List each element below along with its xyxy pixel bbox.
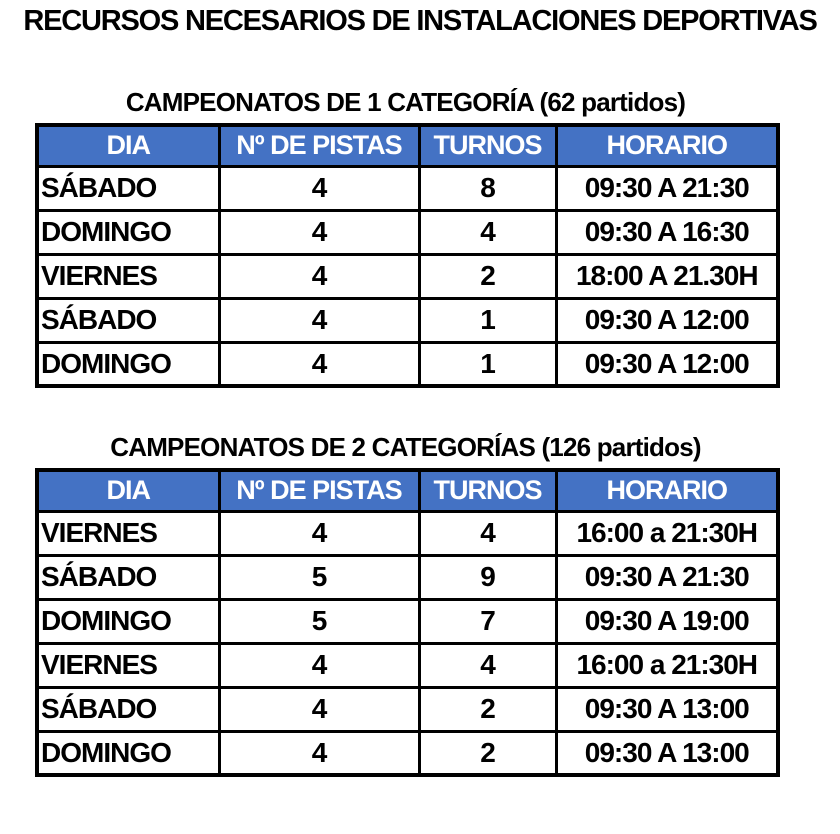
table-cell: 4: [219, 731, 419, 775]
table-cell: 4: [419, 643, 556, 687]
section-title-campeonato-1: CAMPEONATOS DE 1 CATEGORÍA (62 partidos): [125, 87, 686, 117]
table-cell: 4: [219, 643, 419, 687]
table-row: [37, 342, 778, 386]
table-cell: 16:00 a 21:30H: [556, 643, 778, 687]
table-cell: 09:30 A 19:00: [556, 599, 778, 643]
table-cell: 9: [419, 555, 556, 599]
table-cell: 4: [419, 210, 556, 254]
section-campeonato-2: [35, 432, 776, 777]
table-row: [37, 298, 778, 342]
table-cell: 1: [419, 342, 556, 386]
table-cell: 4: [419, 511, 556, 555]
table-cell: 16:00 a 21:30H: [556, 511, 778, 555]
table-row: [37, 210, 778, 254]
table-row: [37, 555, 778, 599]
header-row: [37, 470, 778, 511]
table-cell: 4: [219, 210, 419, 254]
table-row: [37, 166, 778, 210]
table-cell: 4: [219, 342, 419, 386]
schedule-table-campeonato-2: [35, 468, 780, 777]
table-row: [37, 643, 778, 687]
table-cell: 1: [419, 298, 556, 342]
table-row: [37, 599, 778, 643]
table-cell: DOMINGO: [37, 731, 219, 775]
table-cell: 4: [219, 298, 419, 342]
table-cell: VIERNES: [37, 511, 219, 555]
column-header: HORARIO: [556, 470, 778, 511]
table-cell: SÁBADO: [37, 687, 219, 731]
table-cell: 5: [219, 599, 419, 643]
table-cell: 4: [219, 254, 419, 298]
table-cell: 2: [419, 687, 556, 731]
column-header: Nº DE PISTAS: [219, 125, 419, 166]
table-row: [37, 687, 778, 731]
table-cell: 09:30 A 21:30: [556, 555, 778, 599]
table-cell: DOMINGO: [37, 342, 219, 386]
table-cell: 4: [219, 687, 419, 731]
table-cell: 09:30 A 12:00: [556, 298, 778, 342]
table-cell: SÁBADO: [37, 298, 219, 342]
header-row: [37, 125, 778, 166]
table-cell: 8: [419, 166, 556, 210]
table-cell: SÁBADO: [37, 555, 219, 599]
section-title-campeonato-2: CAMPEONATOS DE 2 CATEGORÍAS (126 partidos): [110, 432, 701, 462]
table-cell: DOMINGO: [37, 210, 219, 254]
table-cell: 18:00 A 21.30H: [556, 254, 778, 298]
table-row: [37, 511, 778, 555]
table-cell: 09:30 A 13:00: [556, 687, 778, 731]
column-header: DIA: [37, 125, 219, 166]
page-title: RECURSOS NECESARIOS DE INSTALACIONES DEPORTIVAS: [23, 5, 817, 37]
table-cell: 5: [219, 555, 419, 599]
column-header: TURNOS: [419, 470, 556, 511]
table-row: [37, 731, 778, 775]
table-cell: 09:30 A 21:30: [556, 166, 778, 210]
table-cell: 2: [419, 254, 556, 298]
table-cell: 7: [419, 599, 556, 643]
column-header: HORARIO: [556, 125, 778, 166]
table-cell: 2: [419, 731, 556, 775]
table-cell: 09:30 A 16:30: [556, 210, 778, 254]
section-campeonato-1: [35, 87, 776, 388]
schedule-table-campeonato-1: [35, 123, 780, 388]
column-header: DIA: [37, 470, 219, 511]
table-cell: 4: [219, 511, 419, 555]
column-header: TURNOS: [419, 125, 556, 166]
table-cell: SÁBADO: [37, 166, 219, 210]
table-cell: 09:30 A 13:00: [556, 731, 778, 775]
table-cell: 09:30 A 12:00: [556, 342, 778, 386]
table-cell: DOMINGO: [37, 599, 219, 643]
table-cell: 4: [219, 166, 419, 210]
table-cell: VIERNES: [37, 643, 219, 687]
table-cell: VIERNES: [37, 254, 219, 298]
table-row: [37, 254, 778, 298]
column-header: Nº DE PISTAS: [219, 470, 419, 511]
